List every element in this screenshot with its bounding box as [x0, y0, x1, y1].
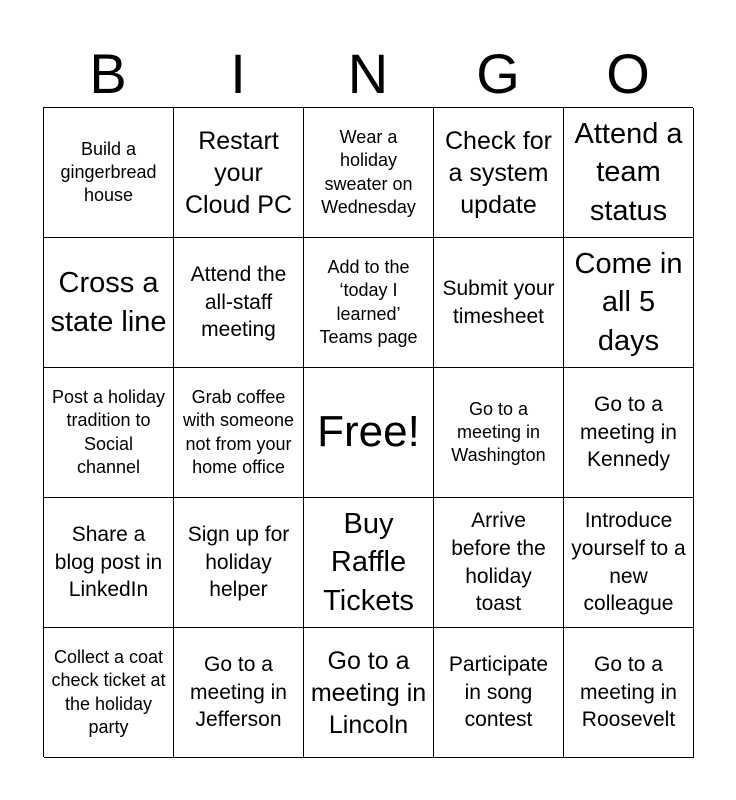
bingo-cell[interactable]: Go to a meeting in Roosevelt: [564, 628, 694, 758]
bingo-cell[interactable]: Introduce yourself to a new colleague: [564, 498, 694, 628]
bingo-cell[interactable]: Go to a meeting in Lincoln: [304, 628, 434, 758]
bingo-cell[interactable]: Go to a meeting in Jefferson: [174, 628, 304, 758]
bingo-cell[interactable]: Go to a meeting in Washington: [434, 368, 564, 498]
bingo-cell[interactable]: Sign up for holiday helper: [174, 498, 304, 628]
bingo-cell[interactable]: Come in all 5 days: [564, 238, 694, 368]
bingo-cell[interactable]: Attend a team status: [564, 108, 694, 238]
bingo-cell[interactable]: Submit your timesheet: [434, 238, 564, 368]
header-letter-g: G: [476, 42, 520, 105]
header-letter-b: B: [89, 42, 127, 105]
header-letter-o: O: [606, 42, 650, 105]
bingo-cell[interactable]: Arrive before the holiday toast: [434, 498, 564, 628]
bingo-cell[interactable]: Go to a meeting in Kennedy: [564, 368, 694, 498]
bingo-header: [43, 40, 693, 108]
header-letter-n: N: [347, 42, 389, 105]
bingo-cell[interactable]: Buy Raffle Tickets: [304, 498, 434, 628]
bingo-cell[interactable]: Attend the all-staff meeting: [174, 238, 304, 368]
bingo-cell[interactable]: Post a holiday tradition to Social channel: [44, 368, 174, 498]
bingo-cell[interactable]: Share a blog post in LinkedIn: [44, 498, 174, 628]
bingo-cell[interactable]: Collect a coat check ticket at the holiday party: [44, 628, 174, 758]
bingo-cell[interactable]: Check for a system update: [434, 108, 564, 238]
bingo-cell[interactable]: Wear a holiday sweater on Wednesday: [304, 108, 434, 238]
bingo-cell[interactable]: Grab coffee with someone not from your home office: [174, 368, 304, 498]
bingo-cell[interactable]: Add to the ‘today I learned’ Teams page: [304, 238, 434, 368]
bingo-cell[interactable]: Participate in song contest: [434, 628, 564, 758]
bingo-board: [43, 107, 693, 757]
bingo-cell[interactable]: Build a gingerbread house: [44, 108, 174, 238]
bingo-cell[interactable]: Restart your Cloud PC: [174, 108, 304, 238]
free-space-cell[interactable]: Free!: [304, 368, 434, 498]
header-letter-i: I: [230, 42, 246, 105]
bingo-cell[interactable]: Cross a state line: [44, 238, 174, 368]
